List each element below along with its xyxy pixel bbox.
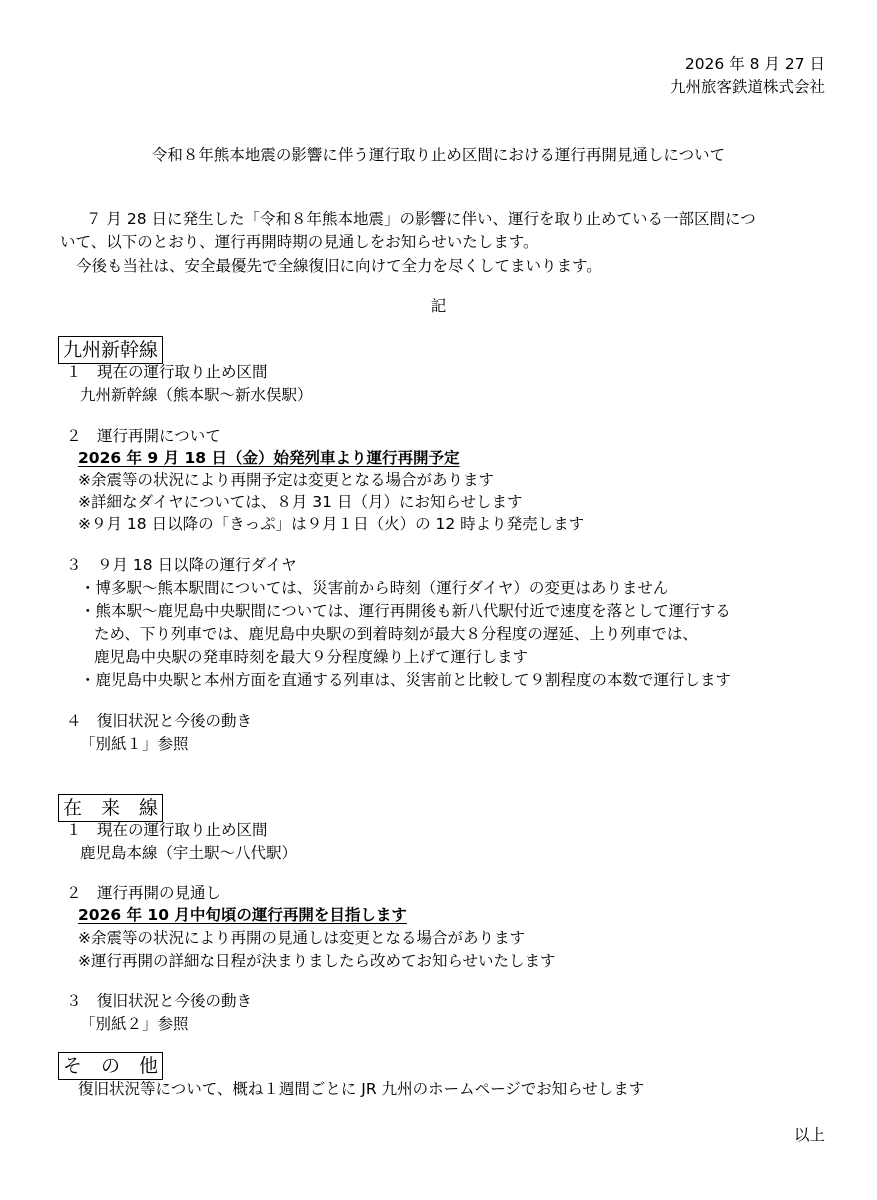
shinkansen-schedule-line-1: ・博多駅～熊本駅間については、災害前から時刻（運行ダイヤ）の変更はありません (80, 579, 669, 597)
document-title: 令和８年熊本地震の影響に伴う運行取り止め区間における運行再開見通しについて (151, 146, 726, 164)
zairai-section-1-body: 鹿児島本線（宇土駅～八代駅） (80, 844, 298, 862)
shinkansen-section-2-title: ２ 運行再開について (66, 427, 221, 445)
closing-mark: 以上 (793, 1126, 825, 1144)
shinkansen-section-3-title: ３ ９月 18 日以降の運行ダイヤ (66, 556, 297, 574)
zairai-section-2-title: ２ 運行再開の見通し (66, 884, 222, 902)
intro-line-3: 今後も当社は、安全最優先で全線復旧に向けて全力を尽くしてまいります。 (76, 257, 602, 275)
shinkansen-schedule-line-4: 鹿児島中央駅の発車時刻を最大９分程度繰り上げて運行します (94, 648, 529, 666)
shinkansen-resume-highlight: 2026 年 9 月 18 日（金）始発列車より運行再開予定 (78, 449, 460, 467)
shinkansen-note-2: ※詳細なダイヤについては、８月 31 日（月）にお知らせします (78, 493, 523, 511)
document-date: 2026 年 8 月 27 日 (684, 55, 825, 73)
shinkansen-section-1-body: 九州新幹線（熊本駅～新水俣駅） (80, 386, 313, 404)
shinkansen-schedule-line-3: ため、下り列車では、鹿児島中央駅の到着時刻が最大８分程度の遅延、上り列車では、 (94, 625, 698, 643)
shinkansen-heading: 九州新幹線 (58, 336, 163, 364)
intro-line-2: いて、以下のとおり、運行再開時期の見通しをお知らせいたします。 (60, 233, 539, 251)
other-body: 復旧状況等について、概ね１週間ごとに JR 九州のホームページでお知らせします (78, 1080, 645, 1098)
intro-line-1: ７ 月 28 日に発生した「令和８年熊本地震」の影響に伴い、運行を取り止めている一部区間につ (86, 210, 756, 228)
zairai-section-1-title: １ 現在の運行取り止め区間 (66, 821, 268, 839)
zairai-section-3-body: 「別紙２」参照 (80, 1015, 189, 1033)
zairai-note-2: ※運行再開の詳細な日程が決まりましたら改めてお知らせいたします (78, 952, 556, 970)
shinkansen-schedule-line-5: ・鹿児島中央駅と本州方面を直通する列車は、災害前と比較して９割程度の本数で運行します (80, 671, 732, 689)
zairai-heading: 在 来 線 (58, 794, 163, 822)
shinkansen-schedule-line-2: ・熊本駅～鹿児島中央駅間については、運行再開後も新八代駅付近で速度を落として運行する (80, 602, 731, 620)
company-name: 九州旅客鉄道株式会社 (669, 78, 825, 96)
other-heading: そ の 他 (58, 1052, 163, 1080)
shinkansen-section-4-title: ４ 復旧状況と今後の動き (66, 712, 253, 730)
zairai-section-3-title: ３ 復旧状況と今後の動き (66, 992, 253, 1010)
shinkansen-section-4-body: 「別紙１」参照 (80, 735, 189, 753)
zairai-resume-highlight: 2026 年 10 月中旬頃の運行再開を目指します (78, 906, 407, 924)
shinkansen-section-1-title: １ 現在の運行取り止め区間 (66, 363, 268, 381)
ki-marker: 記 (430, 297, 447, 315)
shinkansen-note-1: ※余震等の状況により再開予定は変更となる場合があります (78, 471, 494, 489)
zairai-note-1: ※余震等の状況により再開の見通しは変更となる場合があります (78, 929, 525, 947)
shinkansen-note-3: ※９月 18 日以降の「きっぷ」は９月１日（火）の 12 時より発売します (78, 515, 585, 533)
